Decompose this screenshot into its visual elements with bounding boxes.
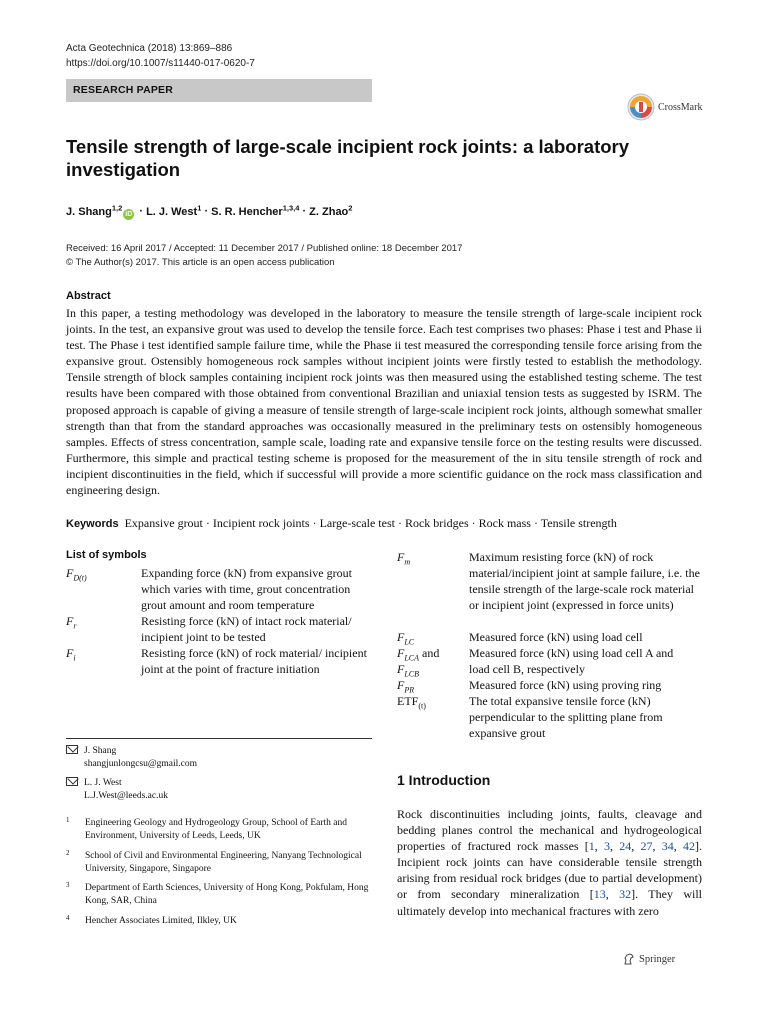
introduction-heading: 1 Introduction	[397, 772, 491, 788]
author-name: S. R. Hencher	[211, 205, 283, 218]
symbol-subscript: LCA	[404, 653, 420, 663]
affiliation-number: 2	[66, 849, 70, 857]
contact-name: L. J. West	[84, 778, 122, 788]
citation-link[interactable]: 34	[661, 839, 674, 854]
symbol-name: $F_{LCB}$	[397, 662, 420, 679]
affiliation-text: Hencher Associates Limited, Ilkley, UK	[85, 916, 237, 926]
symbol-name: $F_r$	[66, 614, 77, 631]
symbol-description: Resisting force (kN) of rock material/ incipient joint at the point of fracture initiation	[141, 646, 367, 677]
affiliation-number: 4	[66, 914, 70, 922]
crossmark-label: CrossMark	[658, 101, 703, 113]
affiliation-number: 1	[66, 816, 70, 824]
keyword-separator: ·	[530, 516, 541, 530]
symbol-subscript: m	[404, 557, 411, 567]
symbol-description: Resisting force (kN) of intact rock material/ incipient joint to be tested	[141, 614, 352, 645]
journal-header	[66, 41, 255, 71]
symbol-name: $F_i$	[66, 646, 76, 663]
footnote-divider	[66, 738, 372, 739]
author-affiliation-marker: 2	[348, 203, 353, 212]
symbol-name: $F_{LC}$	[397, 630, 415, 647]
affiliation-text: School of Civil and Environmental Engineering, Nanyang Technological University, Singapore, Singapore	[85, 851, 362, 874]
crossmark-icon	[627, 93, 655, 121]
envelope-icon	[66, 777, 78, 786]
author[interactable]	[146, 203, 202, 218]
keyword: Rock bridges	[404, 516, 469, 530]
symbol-name: $F_m$	[397, 550, 411, 567]
author-affiliation-marker: 1,3,4	[282, 203, 300, 212]
symbol-subscript: (t)	[418, 701, 426, 711]
affiliation-text: Department of Earth Sciences, University of Hong Kong, Pokfulam, Hong Kong, SAR, China	[85, 883, 369, 906]
author-name: J. Shang	[66, 205, 112, 218]
symbol-subscript: LCB	[404, 669, 420, 679]
citation-link[interactable]: 1	[588, 839, 595, 854]
author-affiliation-marker: 1,2	[111, 203, 123, 212]
author-affiliation-marker: 1	[197, 203, 202, 212]
citation-link[interactable]: 42	[683, 839, 696, 854]
author-list	[66, 203, 352, 220]
author-separator: ·	[201, 205, 212, 218]
symbol-description: Expanding force (kN) from expansive grout which varies with time, grout concentration grout amount and room temperature	[141, 566, 352, 613]
article-type-banner	[66, 79, 372, 102]
dates-line: Received: 16 April 2017 / Accepted: 11 December 2017 / Published online: 18 December 2017	[66, 243, 463, 254]
author[interactable]	[309, 203, 353, 218]
contact-email[interactable]: shangjunlongcsu@gmail.com	[84, 759, 197, 769]
article-type-label: RESEARCH PAPER	[73, 84, 174, 96]
symbol-description: Measured force (kN) using load cell A and	[469, 646, 674, 660]
author-separator: ·	[299, 205, 310, 218]
contact-name: J. Shang	[84, 746, 117, 756]
symbol-subscript: i	[73, 653, 76, 663]
citation-link[interactable]: 3	[604, 839, 611, 854]
author-name: Z. Zhao	[309, 205, 349, 218]
contact-email[interactable]: L.J.West@leeds.ac.uk	[84, 791, 168, 801]
symbol-name: $F_{PR}$	[397, 678, 415, 695]
symbol-description: Measured force (kN) using proving ring	[469, 678, 662, 692]
orcid-icon[interactable]: iD	[125, 210, 133, 218]
contact-entry	[66, 745, 197, 771]
author[interactable]	[211, 203, 300, 218]
symbol-name: $F_{LCA}$ and	[397, 646, 440, 663]
keyword: Rock mass	[478, 516, 531, 530]
publication-dates	[66, 242, 462, 270]
keyword-separator: ·	[202, 516, 213, 530]
abstract-text: In this paper, a testing methodology was developed in the laboratory to measure the tensile strength of large-scale incipient rock joints. In the test, an expansive grout was used to develop the tensile force. Each test comprises two phases: Phase i test and Phase ii test. The Phase i test identified sample failure time, while the Phase ii test measured the corresponding tensile force arising from the expansive grout. Ostensibly homogeneous rock samples without incipient joints were firstly tested to establish the methodology. Tensile strength of block samples containing incipient rock joints was then measured using the established testing scheme. The test results have been compared with those obtained from conventional Brazilian and uniaxial tension tests as suggested by ISRM. The proposed approach is capable of giving a measure of tensile strength of large-scale incipient rock joints, although somewhat smaller strength than that from the standard approaches was occasionally measured in the preliminary tests on ostensibly homogeneous samples. Effects of stress concentration, sample scale, loading rate and expansive tensile force on the testing results were discussed. Furthermore, this simple and practical testing scheme is proposed for the measurement of the in situ tensile strength of rock and incipient discontinuities in the field, which if successful will provide a more scientific guidance on the rock mass classification and engineering design.	[66, 306, 702, 498]
keywords	[66, 516, 706, 531]
citation-link[interactable]: 32	[619, 887, 632, 902]
keyword-separator: ·	[394, 516, 405, 530]
publisher-name: Springer	[639, 953, 676, 965]
symbol-subscript: PR	[404, 685, 415, 695]
keyword: Expansive grout	[124, 516, 203, 530]
abstract-heading: Abstract	[66, 290, 111, 302]
symbol-subscript: r	[73, 621, 77, 631]
springer-horse-icon	[622, 952, 636, 966]
keyword-separator: ·	[309, 516, 320, 530]
publisher-logo	[622, 952, 675, 966]
affiliation-text: Engineering Geology and Hydrogeology Group, School of Earth and Environment, University of Leeds, Leeds, UK	[85, 818, 347, 841]
crossmark-badge[interactable]	[627, 93, 702, 121]
contact-entry	[66, 777, 168, 803]
symbol-description: Maximum resisting force (kN) of rock material/incipient joint at sample failure, i.e. the tensile strength of the large-scale rock material or incipient joint (expressed in force units)	[469, 550, 700, 613]
symbol-name: $F_{D(t)}$	[66, 566, 87, 583]
symbols-heading: List of symbols	[66, 549, 147, 561]
envelope-icon	[66, 745, 78, 754]
keyword: Large-scale test	[319, 516, 395, 530]
citation-link[interactable]: 24	[619, 839, 632, 854]
symbol-description: Measured force (kN) using load cell	[469, 630, 643, 644]
affiliation-number: 3	[66, 881, 70, 889]
citation-link[interactable]: 27	[640, 839, 653, 854]
symbol-subscript: D(t)	[73, 573, 87, 583]
introduction-text: Rock discontinuities including joints, faults, cleavage and bedding planes control the mechanical and hydrogeological properties of fractured rock masses [1, 3, 24, 27, 34, 42]. Incipient rock joints can have considerable tensile strength arising from residual rock bridges (due to partial development) or from secondary mineralization [13, 32]. They will ultimately develop into mechanical fractures with zero	[397, 807, 703, 918]
symbol-description: load cell B, respectively	[469, 662, 585, 676]
doi-link[interactable]: https://doi.org/10.1007/s11440-017-0620-7	[66, 58, 255, 69]
author-name: L. J. West	[146, 205, 198, 218]
symbol-name: $ETF_{(t)}$	[397, 694, 426, 711]
citation-link[interactable]: 13	[593, 887, 606, 902]
keywords-label: Keywords	[66, 518, 119, 530]
journal-citation: Acta Geotechnica (2018) 13:869–886	[66, 43, 233, 54]
keyword: Tensile strength	[540, 516, 617, 530]
keyword: Incipient rock joints	[212, 516, 310, 530]
author-separator: ·	[136, 205, 147, 218]
keyword-list	[125, 516, 617, 530]
symbol-description: The total expansive tensile force (kN) perpendicular to the splitting plane from expansive grout	[469, 694, 663, 741]
author[interactable]	[66, 203, 136, 218]
symbol-subscript: LC	[404, 637, 415, 647]
paper-title: Tensile strength of large-scale incipient rock joints: a laboratory investigation	[66, 136, 630, 180]
license-line: © The Author(s) 2017. This article is an open access publication	[66, 257, 335, 268]
keyword-separator: ·	[468, 516, 479, 530]
